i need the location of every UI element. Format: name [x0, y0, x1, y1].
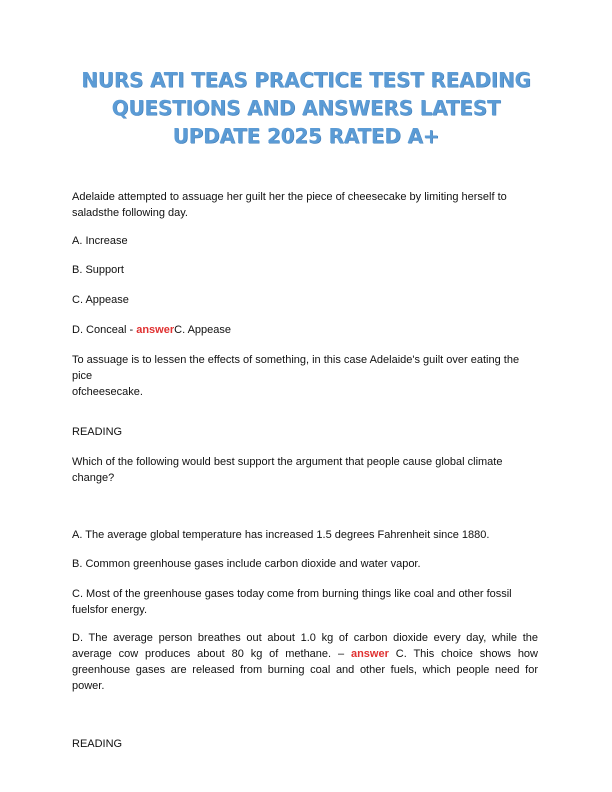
q2-answer-explanation: C. This choice shows how greenhouse gases are released from burning coal and other fuels, which people need for power. [72, 648, 538, 692]
q2-answer-label: answer [350, 648, 389, 660]
q1-explanation [72, 352, 538, 400]
q1-option-d-text: D. Conceal - [72, 324, 137, 336]
q2-prompt-line-1: Which of the following would best support the argument that people cause global climate [72, 456, 503, 468]
q1-option-d [72, 322, 538, 338]
q1-prompt-line-1: Adelaide attempted to assuage her guilt her the piece of cheesecake by limiting herself to [72, 191, 507, 203]
q1-prompt-line-2: saladsthe following day. [72, 207, 188, 219]
q2-option-c-line-1: C. Most of the greenhouse gases today come from burning things like coal and other fossil [72, 588, 512, 600]
q1-answer-label: answer [136, 324, 175, 336]
q1-answer-value: C. Appease [174, 324, 231, 336]
document-title [40, 66, 572, 150]
q1-explanation-line-2: ofcheesecake. [72, 386, 143, 398]
q1-option-a: A. Increase [72, 235, 128, 247]
q1-option-c: C. Appease [72, 294, 129, 306]
q2-option-c-line-2: fuelsfor energy. [72, 604, 148, 616]
q2-option-a: A. The average global temperature has increased 1.5 degrees Fahrenheit since 1880. [72, 529, 490, 541]
q2-prompt-line-2: change? [72, 472, 115, 484]
title-line-3: UPDATE 2025 RATED A+ [172, 124, 440, 148]
q1-option-b: B. Support [72, 264, 124, 276]
section-heading-reading-2: READING [72, 738, 123, 750]
title-line-2: QUESTIONS AND ANSWERS LATEST [111, 96, 501, 120]
q2-option-c [72, 586, 538, 618]
q1-explanation-line-1: To assuage is to lessen the effects of something, in this case Adelaide's guilt over eating the pice [72, 354, 520, 382]
q2-option-d-text: D. The average person breathes out about 1.0 kg of carbon dioxide every day, while the average cow produces about 80 kg of methane. – [72, 632, 538, 660]
q1-prompt [72, 189, 538, 221]
q2-option-b: B. Common greenhouse gases include carbon dioxide and water vapor. [72, 558, 421, 570]
section-heading-reading-1: READING [72, 426, 123, 438]
q2-prompt [72, 454, 538, 486]
title-line-1: NURS ATI TEAS PRACTICE TEST READING [81, 68, 531, 92]
q2-option-d [72, 630, 538, 694]
